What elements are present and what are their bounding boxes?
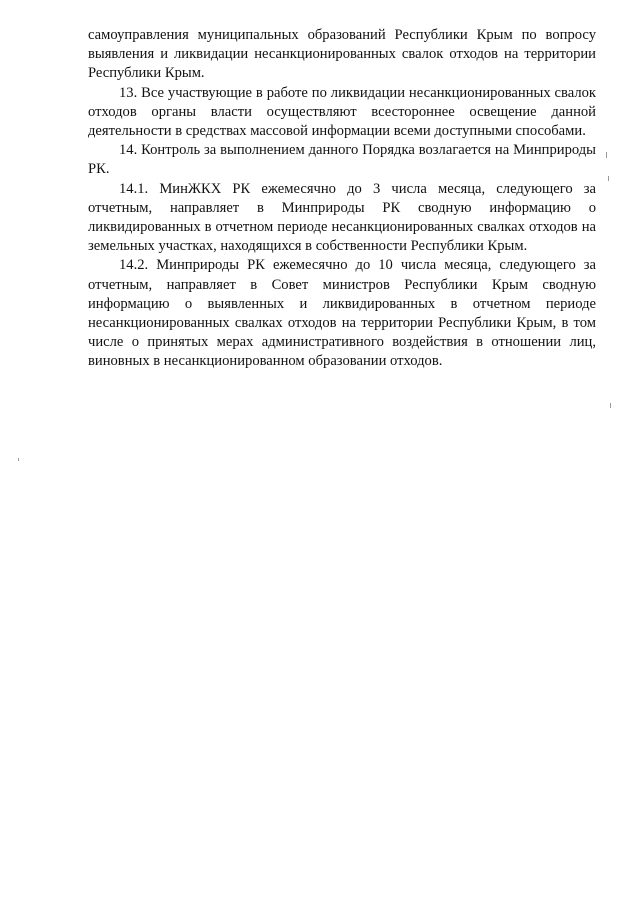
scan-mark xyxy=(608,176,609,181)
paragraph-14-1: 14.1. МинЖКХ РК ежемесячно до 3 числа месяца, следующего за отчетным, направляет в Минприроды РК сводную информацию о ликвидированных в отчетном периоде несанкционированных свалках отходов на земельных участках, находящихся в собственности Республики Крым. xyxy=(88,180,596,255)
document-body xyxy=(88,26,596,372)
scan-mark xyxy=(610,403,611,408)
paragraph-continuation: самоуправления муниципальных образований Республики Крым по вопросу выявления и ликвидации несанкционированных свалок отходов на территории Республики Крым. xyxy=(88,27,596,82)
scan-mark xyxy=(606,152,607,158)
paragraph-14: 14. Контроль за выполнением данного Порядка возлагается на Минприроды РК. xyxy=(88,142,596,178)
paragraph-13: 13. Все участвующие в работе по ликвидации несанкционированных свалок отходов органы власти осуществляют всестороннее освещение данной деятельности в средствах массовой информации всеми доступными способами. xyxy=(88,84,596,140)
paragraph-14-2: 14.2. Минприроды РК ежемесячно до 10 числа месяца, следующего за отчетным, направляет в Совет министров Республики Крым сводную информацию о выявленных и ликвидированных в отчетном периоде несанкционированных свалках отходов на территории Республики Крым, в том числе о принятых мерах административного воздействия в отношении лиц, виновных в несанкционированном образовании отходов. xyxy=(88,257,596,370)
scan-mark xyxy=(18,458,19,461)
